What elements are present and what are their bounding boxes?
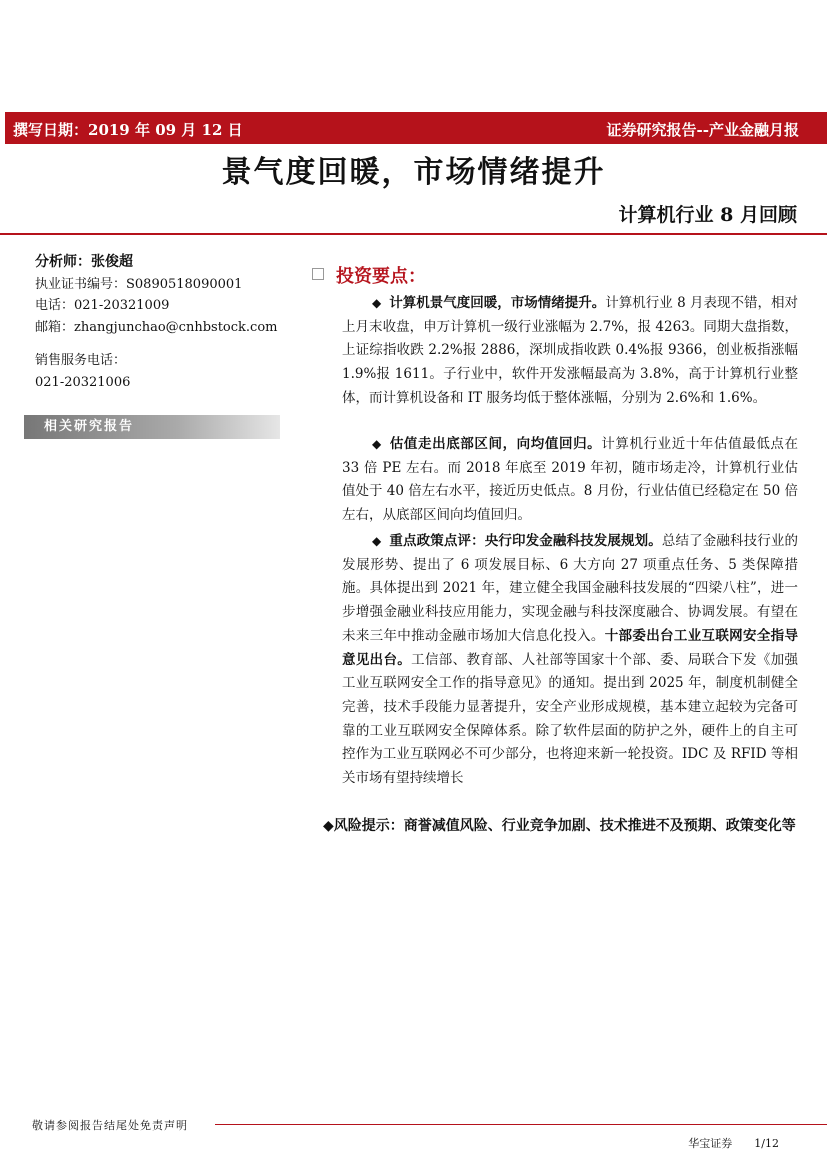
sales-label: 销售服务电话：: [35, 353, 127, 368]
point-lead-secondary: 十部委出台工业互联网安全指导意见出台。: [342, 627, 798, 668]
page-title: 景气度回暖，市场情绪提升: [221, 155, 606, 190]
analyst-license: 执业证书编号：S0890518090001: [35, 276, 243, 292]
risk-warning: ◆风险提示：商誉减值风险、行业竞争加剧、技术推进不及预期、政策变化等: [323, 818, 796, 834]
page-subtitle: 计算机行业 8 月回顾: [618, 204, 797, 226]
related-reports-label: 相关研究报告: [44, 419, 135, 434]
header-bar: [5, 112, 827, 144]
analyst-name: 分析师：张俊超: [35, 254, 133, 270]
point-body: 计算机行业近十年估值最低点在 33 倍 PE 左右。而 2018 年底至 2019 年初，随市场走冷，计算机行业估值处于 40 倍左右水平，接近历史低点。8 月份，行业估值已经稳定在 50 倍左右，从底部区间向均值回归。: [342, 436, 799, 524]
point-lead: 重点政策点评：央行印发金融科技发展规划。: [389, 533, 662, 549]
footer-divider: [215, 1124, 827, 1125]
footer-info: [666, 1135, 779, 1151]
analyst-email[interactable]: 邮箱：zhangjunchao@cnhbstock.com: [35, 319, 278, 335]
footer-company: 华宝证券: [688, 1137, 733, 1150]
point-paragraph: [342, 530, 798, 791]
report-date: 撰写日期：2019 年 09 月 12 日: [13, 121, 243, 139]
analyst-info: [35, 252, 285, 393]
point-body: 计算机行业 8 月表现不错，相对上月末收盘，申万计算机一级行业涨幅为 2.7%，报 4263。同期大盘指数，上证综指收跌 2.2%报 2886，深圳成指收跌 0.4%报 9366，创业板指涨幅 1.9%报 1611。子行业中，软件开发涨幅最高为 3.8%，高于计算机行业整体，而计算机设备和 IT 服务均低于整体涨幅，分别为 2.6%和 1.6%。: [342, 295, 799, 406]
diamond-bullet-icon: ◆: [372, 437, 382, 451]
sales-phone: 021-20321006: [35, 374, 131, 390]
point-paragraph: [342, 292, 798, 411]
checkbox-icon: [312, 268, 324, 280]
report-type: 证券研究报告--产业金融月报: [606, 121, 799, 139]
invest-points-heading: [312, 262, 426, 288]
point-body: 总结了金融科技行业的发展形势、提出了 6 项发展目标、6 大方向 27 项重点任务、5 类保障措施。具体提出到 2021 年，建立健全我国金融科技发展的“四梁八柱”，进一步增强金融业科技应用能力，实现金融与科技深度融合、协调发展。有望在未来三年中推动金融市场加大信息化投入。: [342, 533, 799, 644]
point-lead: 估值走出底部区间，向均值回归。: [389, 436, 602, 452]
footer-disclaimer: 敬请参阅报告结尾处免责声明: [32, 1119, 188, 1132]
point-lead: 计算机景气度回暖，市场情绪提升。: [389, 295, 606, 311]
analyst-phone: 电话：021-20321009: [35, 298, 170, 313]
point-body-secondary: 工信部、教育部、人社部等国家十个部、委、局联合下发《加强工业互联网安全工作的指导意见》的通知。提出到 2025 年，制度机制健全完善，技术手段能力显著提升，安全产业形成规模，基本建立起较为完备可靠的工业互联网安全保障体系。除了软件层面的防护之外，硬件上的自主可控作为工业互联网必不可少部分，也将迎来新一轮投资。IDC 及 RFID 等相关市场有望持续增长: [342, 651, 798, 787]
diamond-bullet-icon: ◆: [372, 296, 382, 310]
page-number: 1/12: [754, 1137, 779, 1150]
related-reports-header: [24, 415, 280, 439]
point-paragraph: [342, 433, 798, 528]
diamond-bullet-icon: ◆: [372, 534, 382, 548]
title-divider: [0, 233, 827, 235]
invest-points-title: 投资要点：: [336, 266, 426, 287]
